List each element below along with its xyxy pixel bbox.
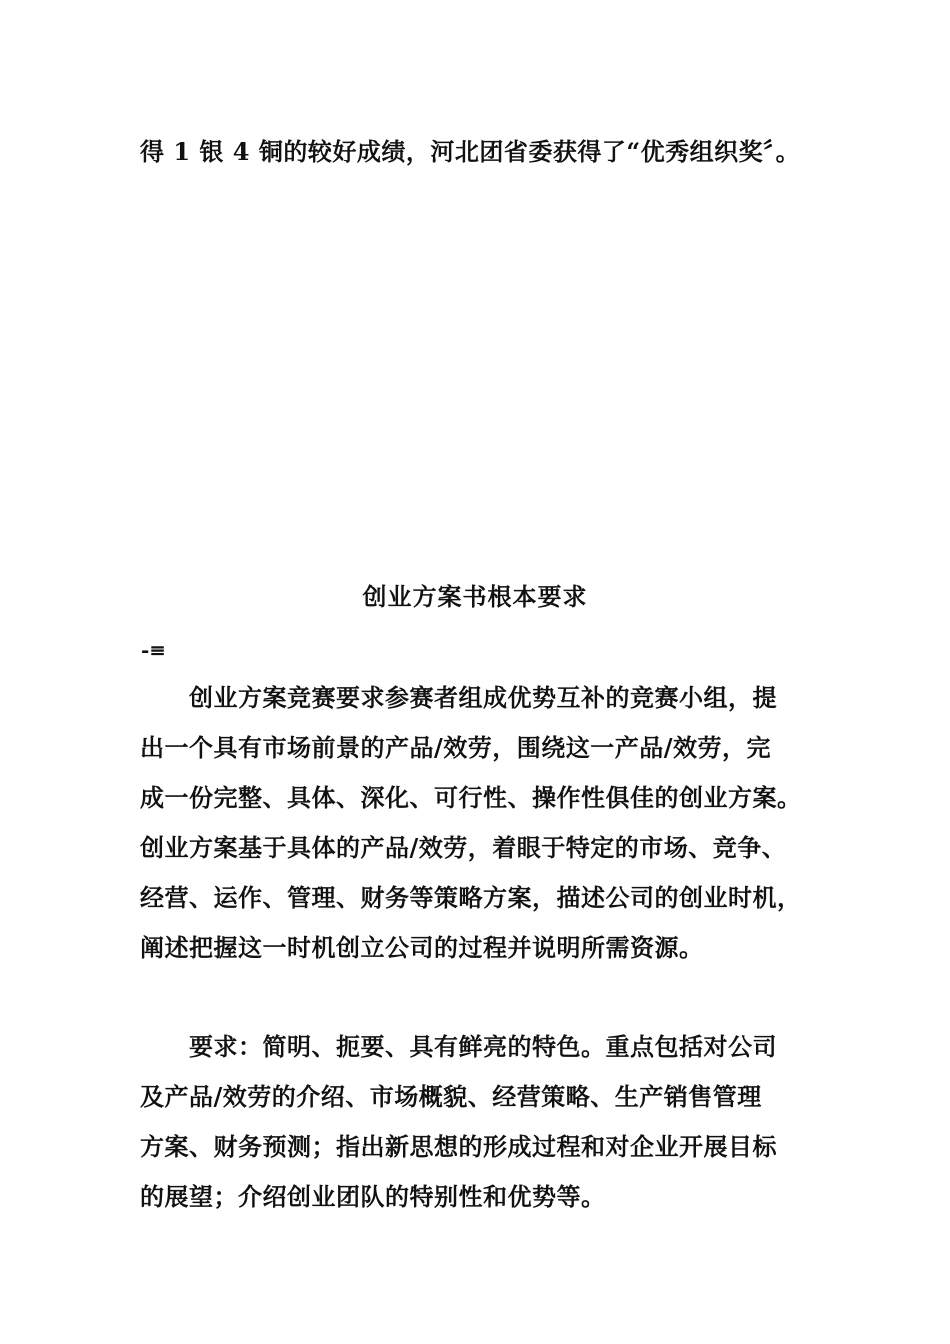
section-mark: -≡ — [141, 638, 167, 662]
paragraph-line: 成一份完整、具体、深化、可行性、操作性俱佳的创业方案。 — [140, 783, 802, 812]
paragraph-line: 的展望；介绍创业团队的特别性和优势等。 — [140, 1182, 606, 1211]
paragraph-line: 及产品/效劳的介绍、市场概貌、经营策略、生产销售管理 — [140, 1082, 762, 1111]
paragraph-line: 创业方案基于具体的产品/效劳，着眼于特定的市场、竞争、 — [140, 833, 787, 862]
paragraph-line: 出一个具有市场前景的产品/效劳，围绕这一产品/效劳，完 — [140, 733, 772, 762]
paragraph-line: 方案、财务预测；指出新思想的形成过程和对企业开展目标 — [140, 1132, 777, 1161]
paragraph-line: 创业方案竞赛要求参赛者组成优势互补的竞赛小组，提 — [140, 683, 777, 712]
paragraph-line: 要求：简明、扼要、具有鲜亮的特色。重点包括对公司 — [140, 1032, 777, 1061]
paragraph-line: 经营、运作、管理、财务等策略方案，描述公司的创业时机， — [140, 883, 802, 912]
section-title: 创业方案书根本要求 — [362, 582, 588, 611]
continuation-line: 得 1 银 4 铜的较好成绩，河北团省委获得了“优秀组织奖〞。 — [140, 137, 801, 166]
paragraph-line: 阐述把握这一时机创立公司的过程并说明所需资源。 — [140, 933, 704, 962]
